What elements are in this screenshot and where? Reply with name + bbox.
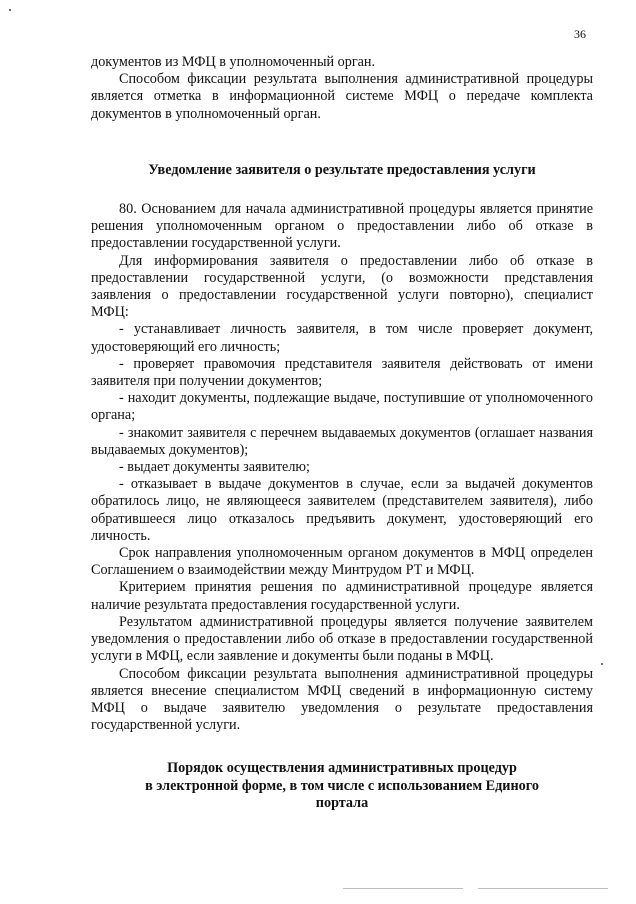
list-item: - выдает документы заявителю;	[119, 459, 310, 476]
scan-edge-line	[343, 888, 463, 889]
paragraph-80: 80. Основанием для начала административной процедуры является принятие решения уполномоченным органом о предоставлении либо об отказе в предоставлении государственной услуги.	[91, 201, 593, 252]
paragraph: Способом фиксации результата выполнения административной процедуры является внесение специалистом МФЦ сведений в информационную систему МФЦ о выдаче заявителю уведомления о результате предоставления государственной услуги.	[91, 665, 593, 734]
scan-edge-line	[478, 888, 608, 889]
heading-line: портала	[315, 794, 369, 811]
scan-speck	[601, 663, 603, 665]
scan-speck	[9, 9, 11, 11]
list-item: - знакомит заявителя с перечнем выдаваемых документов (оглашает названия выдаваемых документов);	[91, 424, 593, 458]
paragraph: Срок направления уполномоченным органом документов в МФЦ определен Соглашением о взаимодействии между Минтрудом РТ и МФЦ.	[91, 545, 593, 579]
paragraph: Критерием принятия решения по административной процедуре является наличие результата предоставления государственной услуги.	[91, 579, 593, 613]
section-heading-notification: Уведомление заявителя о результате предоставления услуги	[148, 161, 536, 178]
paragraph-continuation: документов из МФЦ в уполномоченный орган.	[91, 54, 376, 70]
paragraph: Результатом административной процедуры является получение заявителем уведомления о предоставлении либо об отказе в предоставлении государственной услуги в МФЦ, если заявление и документы были поданы в МФЦ.	[91, 613, 593, 665]
document-body	[91, 54, 593, 812]
heading-line: в электронной форме, в том числе с использованием Единого	[145, 777, 539, 794]
section-heading-electronic	[91, 760, 593, 812]
heading-line: Порядок осуществления административных процедур	[167, 760, 517, 777]
list-item: - находит документы, подлежащие выдаче, поступившие от уполномоченного органа;	[91, 390, 593, 424]
paragraph: Для информирования заявителя о предоставлении либо об отказе в предоставлении государственной услуги, (о возможности представления заявления о предоставлении государственной услуги повторно), специалист МФЦ:	[91, 252, 593, 321]
paragraph: Способом фиксации результата выполнения административной процедуры является отметка в информационной системе МФЦ о передаче комплекта документов в уполномоченный орган.	[91, 71, 593, 122]
list-item: - устанавливает личность заявителя, в том числе проверяет документ, удостоверяющий его личность;	[91, 321, 593, 355]
page-number: 36	[574, 27, 586, 41]
list-item: - отказывает в выдаче документов в случае, если за выдачей документов обратилось лицо, не являющееся заявителем (представителем заявителя), либо обратившееся лицо отказалось предъявить документ, удостоверяющий его личность.	[91, 476, 593, 544]
list-item: - проверяет правомочия представителя заявителя действовать от имени заявителя при получении документов;	[91, 355, 593, 390]
